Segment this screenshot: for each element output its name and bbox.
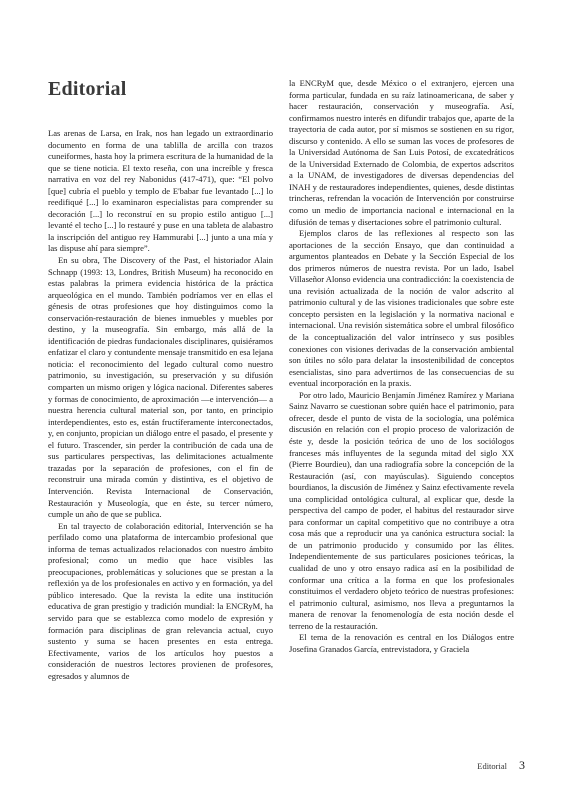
page-heading: Editorial — [48, 78, 127, 100]
paragraph: Por otro lado, Mauricio Benjamín Jiménez Ramírez y Mariana Sainz Navarro se cuestionan sobre quién hace el patrimonio, para ofrecer, desde el punto de vista de la sociología, una polémica discusión en relación con el propio proceso de valorización de éste y, desde la posición teórica de uno de los sociólogos franceses más influyentes de la segunda mitad del siglo XX (Pierre Bourdieu), dan una radiografía sobre la concepción de la Restauración (así, con mayúsculas). Siguiendo conceptos bourdianos, la discusión de Jiménez y Sainz efectivamente revela una complicidad ontológica cultural, al explicar que, desde la perspectiva del campo de poder, el habitus del restaurador sirve para conformar un capital competitivo que no contribuye a otra cosa más que a reproducir una ya canónica estructura social: la de un patrimonio producido y consumido por las élites. Independientemente de sus particulares posiciones teóricas, la cualidad de uno y otro ensayo radica así en la posibilidad de conformar una crítica a la forma en que los profesionales constituimos el verdadero objeto teórico de nuestras profesiones: el patrimonio cultural, asimismo, nos lleva a preguntarnos la manera de renovar la fenomenología de esta noción desde el terreno de la restauración. — [289, 389, 514, 631]
paragraph: la ENCRyM que, desde México o el extranjero, ejercen una forma particular, fundada en su raíz latinoamericana, de saber y hacer restauración, conservación y museografía. Así, confirmamos nuestro interés en difundir trabajos que, aparte de la trayectoria de cada autor, por sí mismos se sostienen en su rigor, discurso y contenido. A ello se suman las voces de profesores de la Universidad Autónoma de San Luis Potosí, de excatedráticos de la Universidad Externado de Colombia, de expertos adscritos a la UNAM, de investigadores de diversas dependencias del INAH y de restauradores independientes, quienes, desde distintas trincheras, refrendan la vocación de Intervención por construirse como un medio de importancia nacional e internacional en la difusión de temas y disertaciones sobre el patrimonio cultural. — [289, 78, 514, 227]
paragraph: En tal trayecto de colaboración editorial, Intervención se ha perfilado como una plataforma de intercambio profesional que informa de temas actualizados relacionados con nuestro ámbito profesional; como un medio que hace visibles las preocupaciones, problemáticas y soluciones que se prestan a la reflexión ya de los profesionales en activo y en formación, ya del público interesado. Que la revista la edite una institución educativa de gran prestigio y tradición mundial: la ENCRyM, ha servido para que se establezca como modelo de expresión y formación para disciplinas de gran relevancia actual, cuyo sustento y suma se hacen presentes en esta entrega. Efectivamente, varios de los artículos hoy puestos a consideración de nuestros lectores provienen de profesores, egresados y alumnos de — [48, 520, 273, 681]
right-column — [289, 78, 514, 754]
paragraph: En su obra, The Discovery of the Past, el historiador Alain Schnapp (1993: 13, Londres, British Museum) ha reconocido en estas palabras la primera evidencia histórica de la práctica arqueológica en el mundo. También podríamos ver en ellas el génesis de otras profesiones que hoy distinguimos como la conservación-restauración de bienes inmuebles y muebles por destino, y la museografía. Sin embargo, más allá de la identificación de piedras fundacionales disciplinares, quisiéramos enfatizar el claro y contundente mensaje transmitido en esa lejana noticia: el reconocimiento del legado cultural como nuestro patrimonio, su investigación, su preservación y su difusión comparten un mismo origen y lógica nacional. Diferentes saberes y formas de conocimiento, de aproximación —e intervención— a nuestra herencia cultural material son, por tanto, en principio interdependientes, esto es, están fructíferamente interconectados, y, en conjunto, propician un diálogo entre el pasado, el presente y el futuro. Trascender, sin perder la contribución de cada una de sus particulares perspectivas, las delimitaciones actualmente trazadas por la separación de profesiones, con el fin de reconstruir una mirada común y distintiva, es el objetivo de Intervención. Revista Internacional de Conservación, Restauración y Museología, que en éste, su tercer número, cumple un año de que se publica. — [48, 255, 273, 520]
page-footer — [0, 760, 565, 774]
page-number: 3 — [519, 758, 525, 772]
left-column — [48, 128, 273, 754]
paragraph: El tema de la renovación es central en los Diálogos entre Josefina Granados García, entrevistadora, y Graciela — [289, 632, 514, 654]
paragraph: Ejemplos claros de las reflexiones al respecto son las aportaciones de la sección Ensayo, que dan continuidad a argumentos planteados en Debate y la Sección Especial de los dos primeros números de nuestra revista. Por un lado, Isabel Villaseñor Alonso evidencia una contradicción: la coexistencia de una revisión actualizada de la noción de valor adscrito al patrimonio cultural y de las visiones tradicionales que sobre este concepto persisten en la legislación y la normativa nacional e internacional. Una revisión sistemática sobre el umbral filosófico de la conceptualización del valor intrínseco y sus posibles conexiones con visiones derivadas de la conservación ambiental son útiles no sólo para delatar la insostenibilidad de conceptos esencialistas, sino para advertirnos de las consecuencias de su eventual incorporación en la praxis. — [289, 228, 514, 389]
running-footer-label: Editorial — [477, 761, 507, 771]
paragraph: Las arenas de Larsa, en Irak, nos han legado un extraordinario documento en forma de una tablilla de arcilla con trazos cuneiformes, hasta hoy la primera escritura de la humanidad de la que se tiene noticia. El texto reseña, con una increíble y fresca narrativa en voz del rey Nabonidus (417-471), que: “El polvo [que] cubría el pueblo y templo de E'babar fue levantado [...] lo reedifiqué [...] lo examinaron especialistas para comprender su decoración [...] lo reconstruí en su propio estilo antiguo [...] levanté el techo [...] lo restauré y puse en una tableta de alabastro la inscripción del antiguo rey Hammurabi [...] junto a una mía y las dispuse ahí para siempre”. — [48, 128, 273, 254]
